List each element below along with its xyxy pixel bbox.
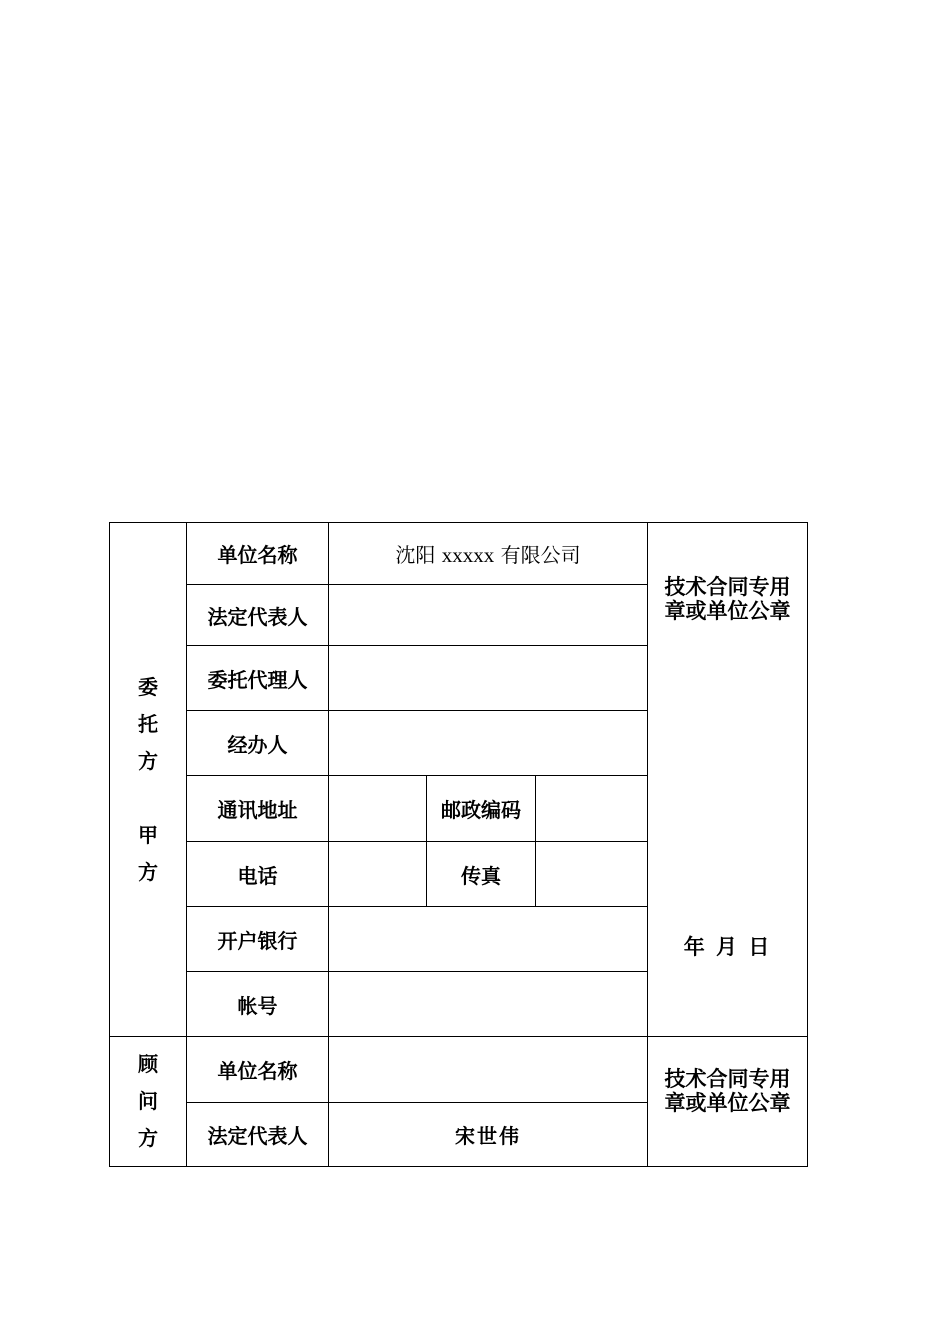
consultant-party-label [110, 1037, 187, 1167]
company-name-mid: xxxxx [441, 543, 495, 567]
client-unit-name-value[interactable] [329, 523, 648, 585]
consultant-unit-name-label: 单位名称 [187, 1037, 329, 1103]
party-char: 托 [138, 711, 158, 736]
seal-date: 年 月 日 [683, 934, 772, 959]
client-bank-label: 开户银行 [187, 907, 329, 972]
client-handler-label: 经办人 [187, 711, 329, 776]
client-fax-label: 传真 [427, 842, 536, 907]
client-address-value[interactable] [329, 776, 427, 842]
client-unit-name-label: 单位名称 [187, 523, 329, 585]
client-fax-value[interactable] [536, 842, 648, 907]
client-address-label: 通讯地址 [187, 776, 329, 842]
client-handler-value[interactable] [329, 711, 648, 776]
client-account-value[interactable] [329, 972, 648, 1037]
party-char: 方 [138, 859, 158, 884]
party-char: 问 [138, 1089, 158, 1113]
client-party-label [110, 523, 187, 1037]
client-postcode-value[interactable] [536, 776, 648, 842]
client-bank-value[interactable] [329, 907, 648, 972]
party-label-gap [110, 780, 186, 817]
client-phone-value[interactable] [329, 842, 427, 907]
party-char: 委 [138, 674, 158, 699]
seal-text-line2: 章或单位公章 [664, 1090, 791, 1115]
client-postcode-label: 邮政编码 [427, 776, 536, 842]
company-name-prefix: 沈阳 [395, 543, 442, 567]
client-row-unit-name [110, 523, 808, 585]
party-char: 甲 [138, 822, 158, 847]
party-char: 方 [138, 1126, 158, 1150]
consultant-legal-rep-value[interactable]: 宋世伟 [329, 1103, 648, 1167]
seal-text-line1: 技术合同专用 [664, 574, 791, 599]
contract-signature-table [109, 522, 808, 1167]
company-name-suffix: 有限公司 [494, 543, 581, 567]
consultant-legal-rep-label: 法定代表人 [187, 1103, 329, 1167]
contract-signature-table-wrap [109, 522, 808, 1167]
client-agent-label: 委托代理人 [187, 646, 329, 711]
client-agent-value[interactable] [329, 646, 648, 711]
consultant-unit-name-value[interactable] [329, 1037, 648, 1103]
seal-text-line2: 章或单位公章 [664, 598, 791, 623]
client-seal-area [648, 523, 808, 1037]
client-legal-rep-value[interactable] [329, 585, 648, 646]
consultant-seal-area [648, 1037, 808, 1167]
consultant-row-unit-name [110, 1037, 808, 1103]
client-legal-rep-label: 法定代表人 [187, 585, 329, 646]
party-char: 方 [138, 748, 158, 773]
party-char: 顾 [138, 1052, 158, 1076]
client-phone-label: 电话 [187, 842, 329, 907]
seal-text-line1: 技术合同专用 [664, 1066, 791, 1091]
client-account-label: 帐号 [187, 972, 329, 1037]
